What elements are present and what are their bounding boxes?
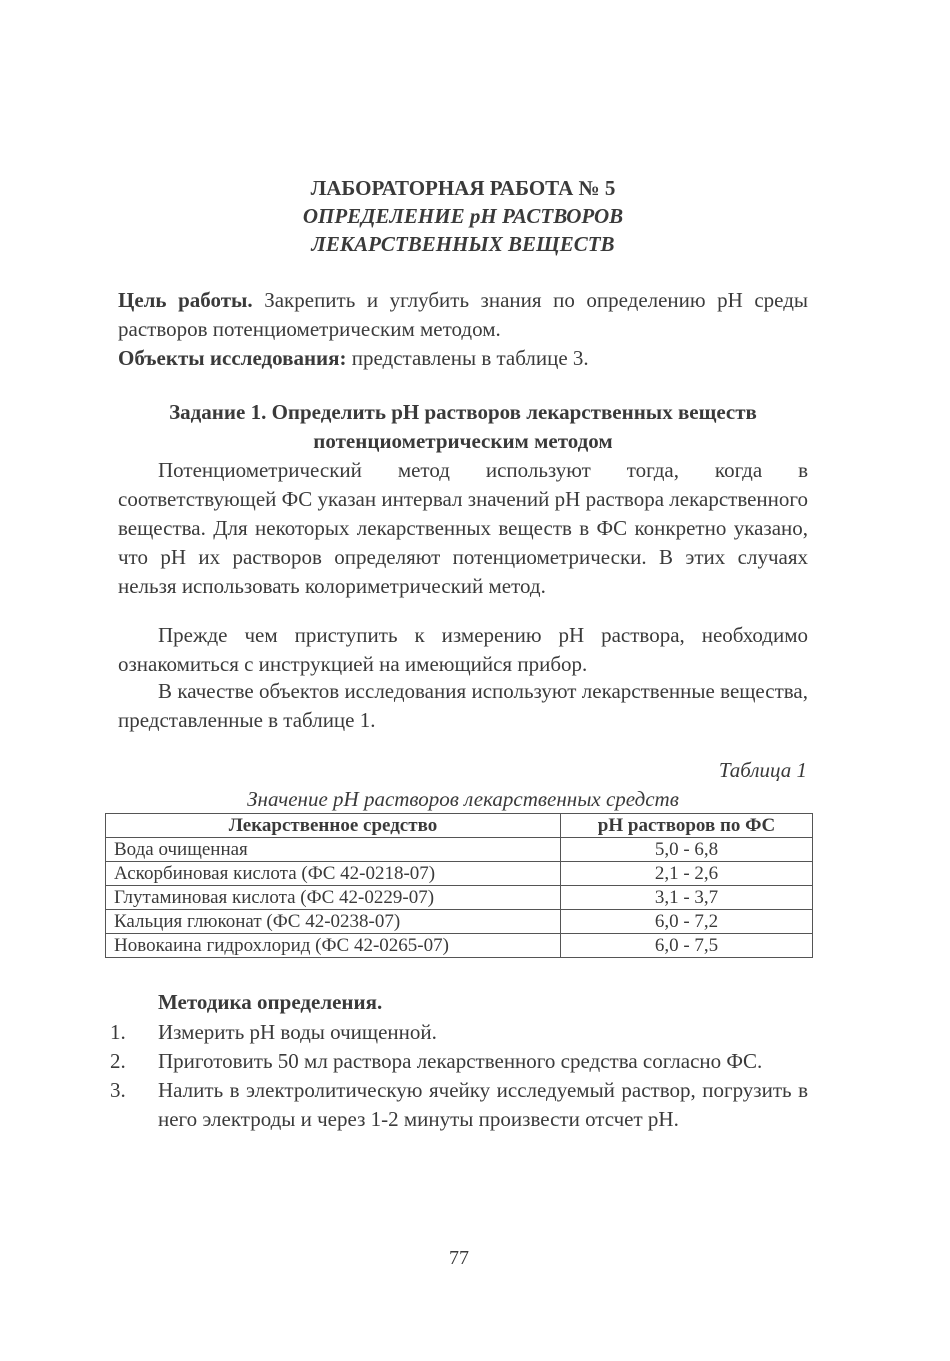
step-number: 1. [110, 1020, 126, 1044]
drug-name: Кальция глюконат (ФС 42-0238-07) [106, 910, 561, 934]
task-title-line-1: Задание 1. Определить рН растворов лекарственных веществ [169, 400, 757, 424]
objects-paragraph [118, 344, 808, 373]
objects-text: представлены в таблице 3. [346, 346, 589, 370]
method-steps [110, 1018, 808, 1134]
step-number: 2. [110, 1049, 126, 1073]
table-row [106, 862, 813, 886]
ph-range: 6,0 - 7,2 [561, 910, 813, 934]
step-text: Измерить рН воды очищенной. [158, 1020, 437, 1044]
table-title: Значение рН растворов лекарственных средств [247, 787, 679, 811]
ph-range: 2,1 - 2,6 [561, 862, 813, 886]
ph-range: 5,0 - 6,8 [561, 838, 813, 862]
table-row [106, 886, 813, 910]
task-title-line-2: потенциометрическим методом [313, 429, 613, 453]
table-header-row [106, 814, 813, 838]
ph-range: 6,0 - 7,5 [561, 934, 813, 958]
method-step [110, 1047, 808, 1076]
goal-paragraph [118, 286, 808, 344]
task-paragraph-2: Прежде чем приступить к измерению рН раствора, необходимо ознакомиться с инструкцией на имеющийся прибор. [118, 623, 808, 676]
method-step [110, 1018, 808, 1047]
table-row [106, 838, 813, 862]
lab-number-title: ЛАБОРАТОРНАЯ РАБОТА № 5 [310, 176, 616, 200]
drug-name: Новокаина гидрохлорид (ФС 42-0265-07) [106, 934, 561, 958]
method-title: Методика определения. [158, 990, 383, 1014]
task-paragraph-3: В качестве объектов исследования используют лекарственные вещества, представленные в таблице 1. [118, 679, 808, 732]
table-row [106, 934, 813, 958]
table-row [106, 910, 813, 934]
table-caption: Таблица 1 [718, 758, 807, 782]
drug-name: Глутаминовая кислота (ФС 42-0229-07) [106, 886, 561, 910]
lab-topic-line-1: ОПРЕДЕЛЕНИЕ рН РАСТВОРОВ [302, 204, 624, 228]
lab-heading [118, 174, 808, 258]
lab-topic-line-2: ЛЕКАРСТВЕННЫХ ВЕЩЕСТВ [311, 232, 615, 256]
goal-text: Закрепить и углубить знания по определению рН среды растворов потенциометрическим методом. [118, 288, 808, 341]
task-paragraph-1: Потенциометрический метод используют тогда, когда в соответствующей ФС указан интервал значений рН раствора лекарственного вещества. Для некоторых лекарственных веществ в ФС конкретно указано, что рН их растворов определяют потенциометрически. В этих случаях нельзя использовать колориметрический метод. [118, 458, 808, 598]
page-number: 77 [449, 1247, 469, 1269]
ph-range: 3,1 - 3,7 [561, 886, 813, 910]
task-title [118, 398, 808, 456]
drug-name: Аскорбиновая кислота (ФС 42-0218-07) [106, 862, 561, 886]
step-text: Приготовить 50 мл раствора лекарственного средства согласно ФС. [158, 1049, 763, 1073]
goal-label: Цель работы. [118, 288, 253, 312]
drug-name: Вода очищенная [106, 838, 561, 862]
objects-label: Объекты исследования: [118, 346, 347, 370]
header-drug: Лекарственное средство [106, 814, 561, 838]
goal-block [118, 286, 808, 373]
step-number: 3. [110, 1078, 126, 1102]
step-text: Налить в электролитическую ячейку исследуемый раствор, погрузить в него электроды и через 1-2 минуты произвести отсчет рН. [158, 1078, 808, 1131]
header-ph: рН растворов по ФС [561, 814, 813, 838]
ph-table [105, 813, 813, 958]
method-step [110, 1076, 808, 1134]
